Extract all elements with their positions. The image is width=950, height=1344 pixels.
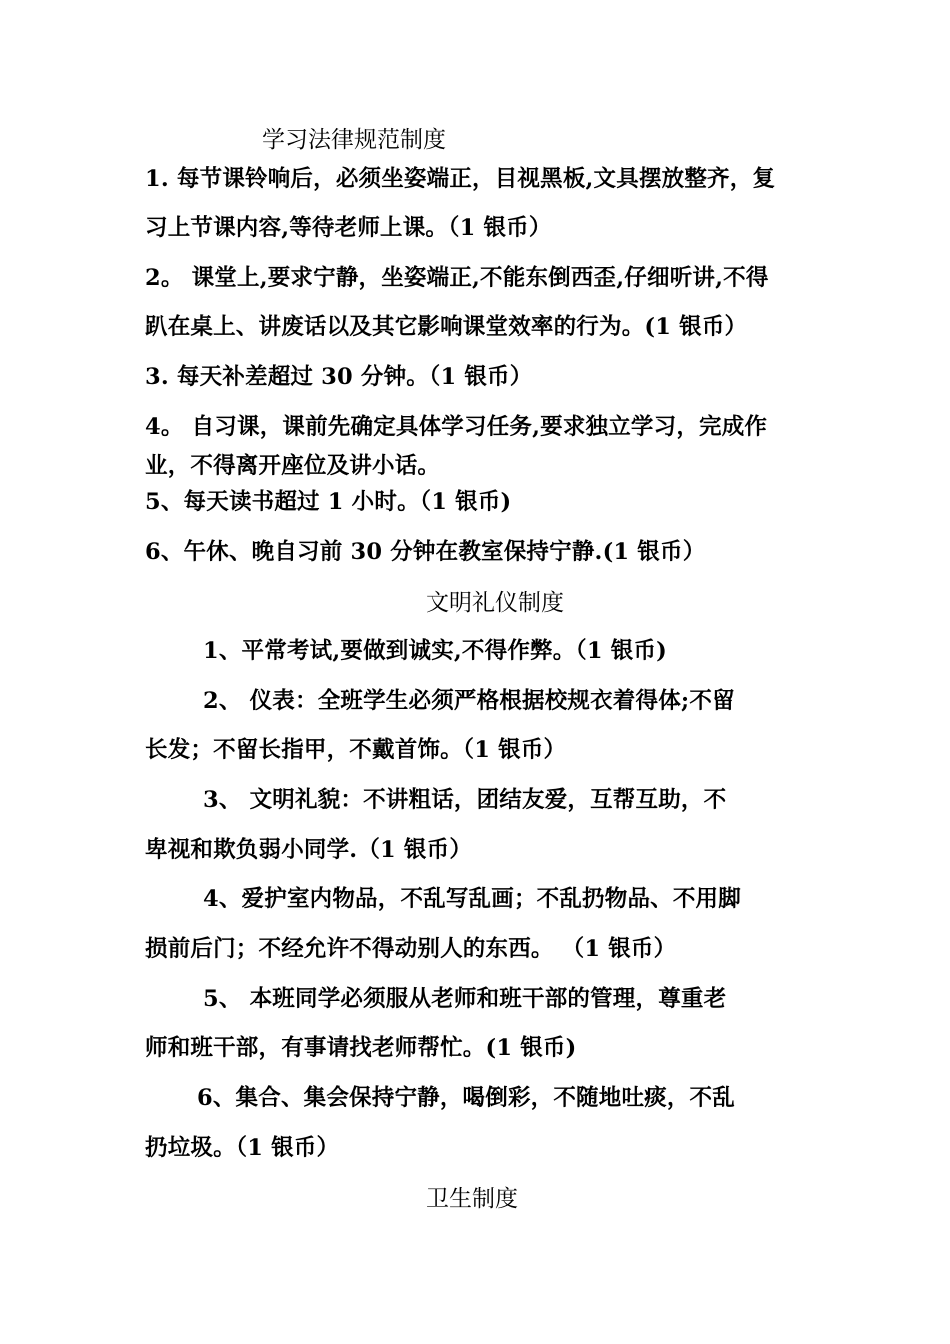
study-rule-1-line-2: 习上节课内容,等待老师上课。（1 银币） bbox=[145, 215, 552, 241]
etiquette-rule-6-line-1: 6、集合、集会保持宁静，喝倒彩，不随地吐痰，不乱 bbox=[197, 1085, 735, 1111]
etiquette-rule-5-line-1: 5、 本班同学必须服从老师和班干部的管理，尊重老 bbox=[203, 986, 727, 1012]
etiquette-rule-4-line-2: 损前后门；不经允许不得动别人的东西。 （1 银币） bbox=[145, 936, 677, 962]
section-title-etiquette-rules: 文明礼仪制度 bbox=[426, 590, 564, 616]
study-rule-5: 5、每天读书超过 1 小时。（1 银币) bbox=[145, 489, 512, 515]
etiquette-rule-2-line-1: 2、 仪表：全班学生必须严格根据校规衣着得体;不留 bbox=[203, 688, 735, 714]
section-title-hygiene-rules: 卫生制度 bbox=[426, 1186, 518, 1212]
study-rule-6: 6、午休、晚自习前 30 分钟在教室保持宁静.(1 银币） bbox=[145, 539, 706, 565]
section-title-study-rules: 学习法律规范制度 bbox=[262, 127, 446, 153]
etiquette-rule-3-line-2: 卑视和欺负弱小同学.（1 银币） bbox=[145, 837, 473, 863]
etiquette-rule-3-line-1: 3、 文明礼貌：不讲粗话，团结友爱，互帮互助，不 bbox=[203, 787, 727, 813]
etiquette-rule-6-line-2: 扔垃圾。（1 银币） bbox=[145, 1135, 340, 1161]
etiquette-rule-5-line-2: 师和班干部，有事请找老师帮忙。(1 银币) bbox=[145, 1035, 577, 1061]
etiquette-rule-4-line-1: 4、爱护室内物品，不乱写乱画；不乱扔物品、不用脚 bbox=[203, 886, 741, 912]
study-rule-1-line-1: 1. 每节课铃响后，必须坐姿端正，目视黑板,文具摆放整齐，复 bbox=[145, 166, 776, 192]
study-rule-2-line-1: 2。 课堂上,要求宁静，坐姿端正,不能东倒西歪,仔细听讲,不得 bbox=[145, 265, 769, 291]
study-rule-3: 3. 每天补差超过 30 分钟。（1 银币） bbox=[145, 364, 533, 390]
study-rule-4-line-1: 4。 自习课，课前先确定具体学习任务,要求独立学习，完成作 bbox=[145, 414, 768, 440]
etiquette-rule-2-line-2: 长发；不留长指甲，不戴首饰。（1 银币） bbox=[145, 737, 567, 763]
study-rule-4-line-2: 业，不得离开座位及讲小话。 bbox=[145, 453, 441, 479]
study-rule-2-line-2: 趴在桌上、讲废话以及其它影响课堂效率的行为。(1 银币） bbox=[145, 314, 748, 340]
etiquette-rule-1: 1、平常考试,要做到诚实,不得作弊。（1 银币) bbox=[203, 638, 668, 664]
